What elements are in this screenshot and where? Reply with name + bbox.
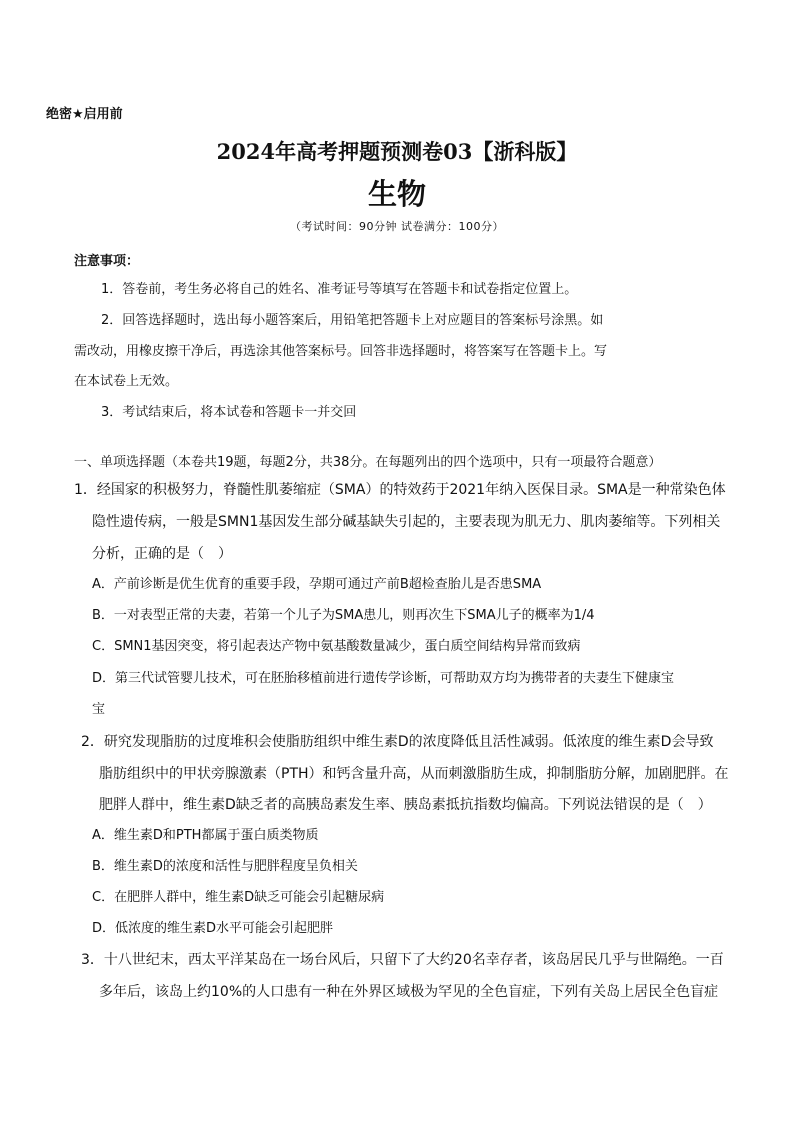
q2-option-c: C．在肥胖人群中，维生素D缺乏可能会引起糖尿病 bbox=[92, 890, 385, 905]
subject-title: 生物 bbox=[367, 177, 426, 211]
notice-item-2-line-2: 需改动，用橡皮擦干净后，再选涂其他答案标号。回答非选择题时，将答案写在答题卡上。写 bbox=[74, 344, 608, 359]
q2-option-b: B．维生素D的浓度和活性与肥胖程度呈负相关 bbox=[92, 859, 358, 874]
q1-stem-line-1: 1．经国家的积极努力，脊髓性肌萎缩症（SMA）的特效药于2021年纳入医保目录。SMA是一种常染色体 bbox=[74, 482, 726, 498]
notice-item-2-line-3: 在本试卷上无效。 bbox=[74, 374, 179, 389]
q2-option-a: A．维生素D和PTH都属于蛋白质类物质 bbox=[92, 828, 319, 843]
notice-item-1: 1．答卷前，考生务必将自己的姓名、准考证号等填写在答题卡和试卷指定位置上。 bbox=[101, 282, 578, 297]
q1-option-d-line-2: 宝 bbox=[92, 702, 106, 717]
section-heading: 一、单项选择题（本卷共19题，每题2分，共38分。在每题列出的四个选项中，只有一项最符合题意） bbox=[74, 455, 662, 470]
notice-item-2-line-1: 2．回答选择题时，选出每小题答案后，用铅笔把答题卡上对应题目的答案标号涂黑。如 bbox=[101, 313, 604, 328]
q2-stem-line-1: 2．研究发现脂肪的过度堆积会使脂肪组织中维生素D的浓度降低且活性减弱。低浓度的维生素D会导致 bbox=[81, 734, 714, 750]
q1-option-b: B．一对表型正常的夫妻，若第一个儿子为SMA患儿，则再次生下SMA儿子的概率为1/4 bbox=[92, 608, 595, 623]
q1-option-d-line-1: D．第三代试管婴儿技术，可在胚胎移植前进行遗传学诊断，可帮助双方均为携带者的夫妻生下健康宝 bbox=[92, 671, 675, 686]
q1-stem-line-3: 分析，正确的是（ ） bbox=[92, 546, 232, 562]
exam-title: 2024年高考押题预测卷03【浙科版】 bbox=[216, 139, 578, 164]
q1-option-a: A．产前诊断是优生优育的重要手段，孕期可通过产前B超检查胎儿是否患SMA bbox=[92, 577, 542, 592]
q3-stem-line-1: 3．十八世纪末，西太平洋某岛在一场台风后，只留下了大约20名幸存者，该岛居民几乎与世隔绝。一百 bbox=[81, 952, 724, 968]
notice-item-3: 3．考试结束后，将本试卷和答题卡一并交回 bbox=[101, 405, 357, 420]
q2-stem-line-2: 脂肪组织中的甲状旁腺激素（PTH）和钙含量升高，从而刺激脂肪生成，抑制脂肪分解，加剧肥胖。在 bbox=[99, 766, 729, 782]
q2-stem-line-3: 肥胖人群中，维生素D缺乏者的高胰岛素发生率、胰岛素抵抗指数均偏高。下列说法错误的是（ ） bbox=[99, 797, 712, 813]
q2-option-d: D．低浓度的维生素D水平可能会引起肥胖 bbox=[92, 921, 334, 936]
notice-heading: 注意事项： bbox=[74, 254, 140, 269]
exam-info: （考试时间：90分钟 试卷满分：100分） bbox=[290, 220, 504, 233]
q1-stem-line-2: 隐性遗传病，一般是SMN1基因发生部分碱基缺失引起的，主要表现为肌无力、肌肉萎缩等。下列相关 bbox=[92, 514, 721, 530]
q1-option-c: C．SMN1基因突变，将引起表达产物中氨基酸数量减少，蛋白质空间结构异常而致病 bbox=[92, 639, 581, 654]
confidential-label: 绝密★启用前 bbox=[46, 107, 123, 122]
q3-stem-line-2: 多年后，该岛上约10%的人口患有一种在外界区域极为罕见的全色盲症，下列有关岛上居民全色盲症 bbox=[99, 984, 719, 1000]
